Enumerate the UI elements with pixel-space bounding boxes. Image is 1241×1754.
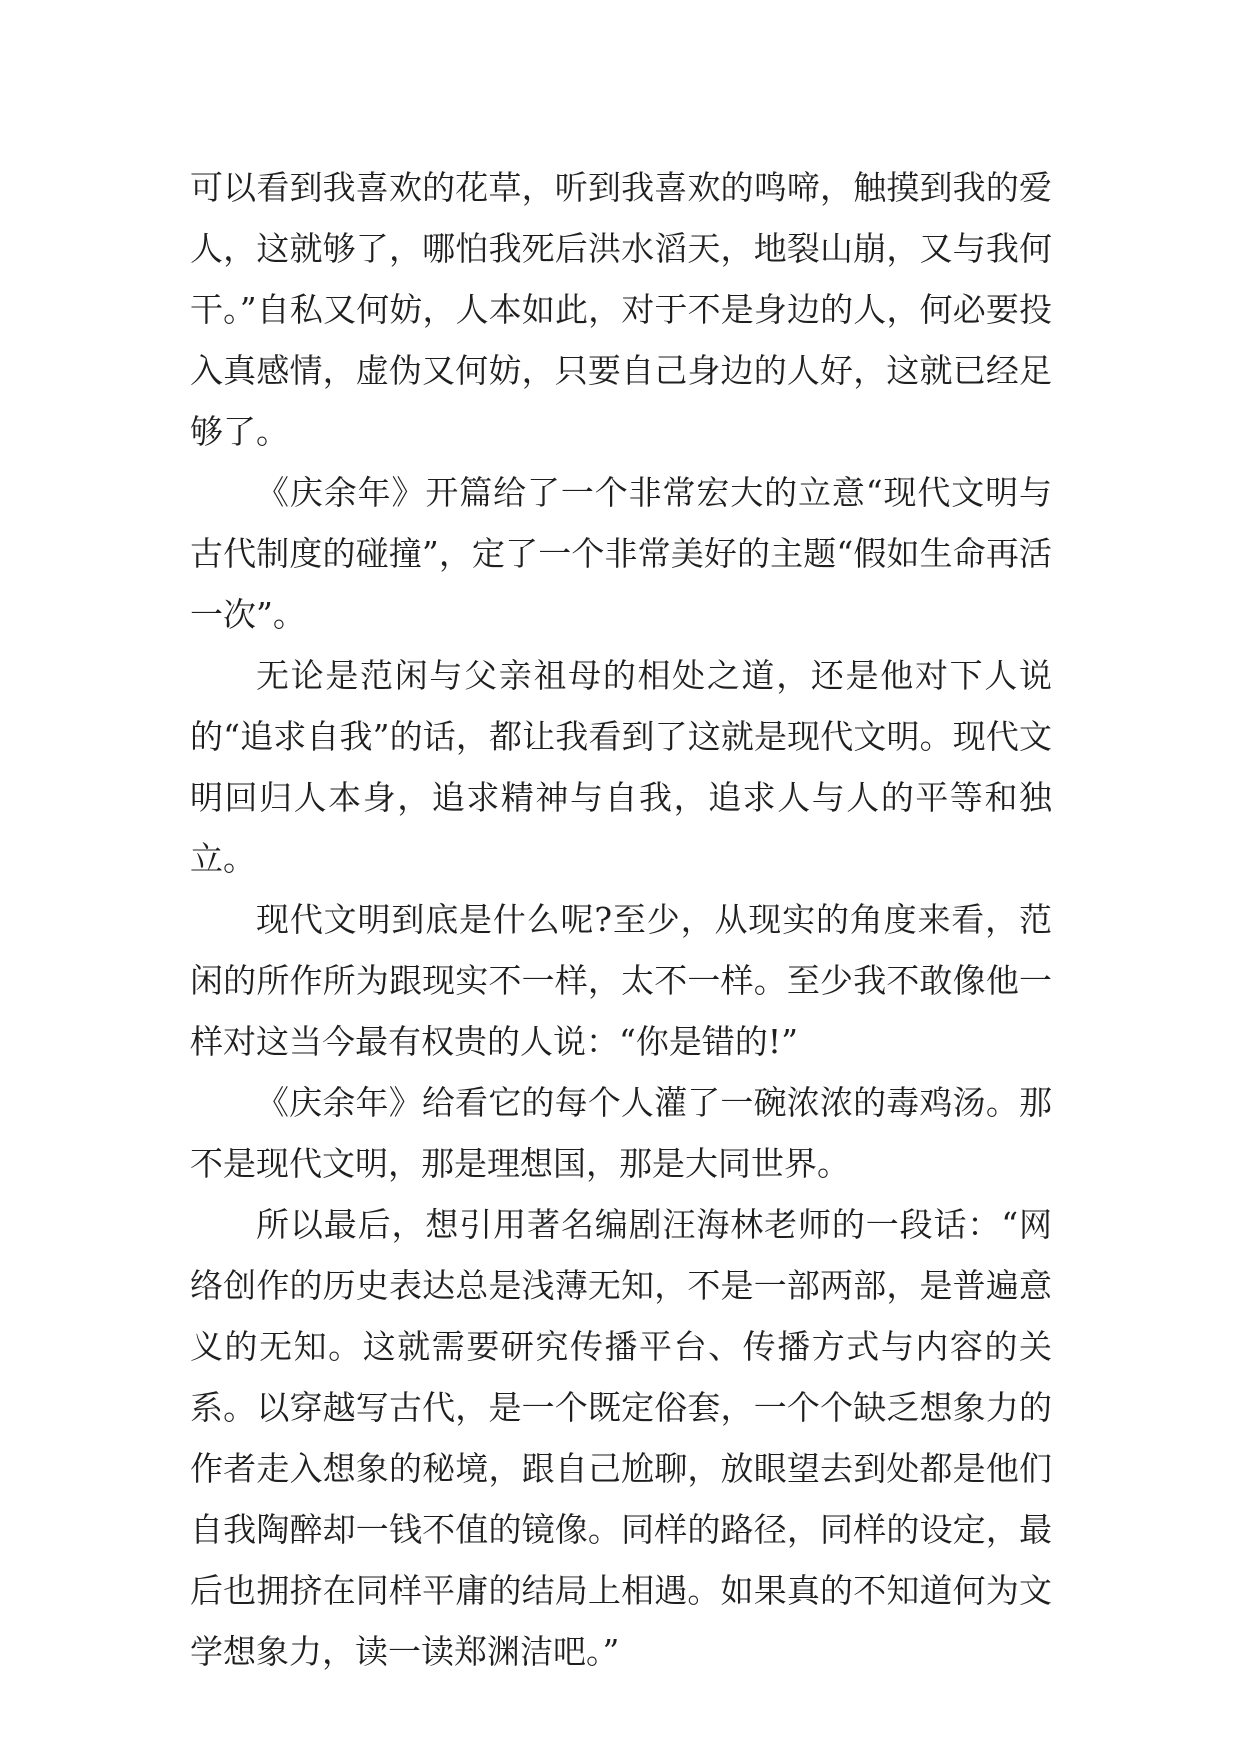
paragraph-6: 所以最后，想引用著名编剧汪海林老师的一段话：“网络创作的历史表达总是浅薄无知，不是一部两部，是普遍意义的无知。这就需要研究传播平台、传播方式与内容的关系。以穿越写古代，是一个既定俗套，一个个缺乏想象力的作者走入想象的秘境，跟自己尬聊，放眼望去到处都是他们自我陶醉却一钱不值的镜像。同样的路径，同样的设定，最后也拥挤在同样平庸的结局上相遇。如果真的不知道何为文学想象力，读一读郑渊洁吧。” bbox=[190, 1205, 1052, 1671]
paragraph-3: 无论是范闲与父亲祖母的相处之道，还是他对下人说的“追求自我”的话，都让我看到了这就是现代文明。现代文明回归人本身，追求精神与自我，追求人与人的平等和独立。 bbox=[190, 656, 1052, 878]
paragraph-4: 现代文明到底是什么呢?至少，从现实的角度来看，范闲的所作所为跟现实不一样，太不一样。至少我不敢像他一样对这当今最有权贵的人说：“你是错的!” bbox=[190, 900, 1052, 1061]
paragraph-5: 《庆余年》给看它的每个人灌了一碗浓浓的毒鸡汤。那不是现代文明，那是理想国，那是大同世界。 bbox=[190, 1083, 1052, 1183]
paragraph-2: 《庆余年》开篇给了一个非常宏大的立意“现代文明与古代制度的碰撞”，定了一个非常美好的主题“假如生命再活一次”。 bbox=[190, 473, 1052, 634]
document-body bbox=[190, 157, 1052, 1682]
paragraph-1: 可以看到我喜欢的花草，听到我喜欢的鸣啼，触摸到我的爱人，这就够了，哪怕我死后洪水滔天，地裂山崩，又与我何干。”自私又何妨，人本如此，对于不是身边的人，何必要投入真感情，虚伪又何妨，只要自己身边的人好，这就已经足够了。 bbox=[190, 168, 1052, 451]
